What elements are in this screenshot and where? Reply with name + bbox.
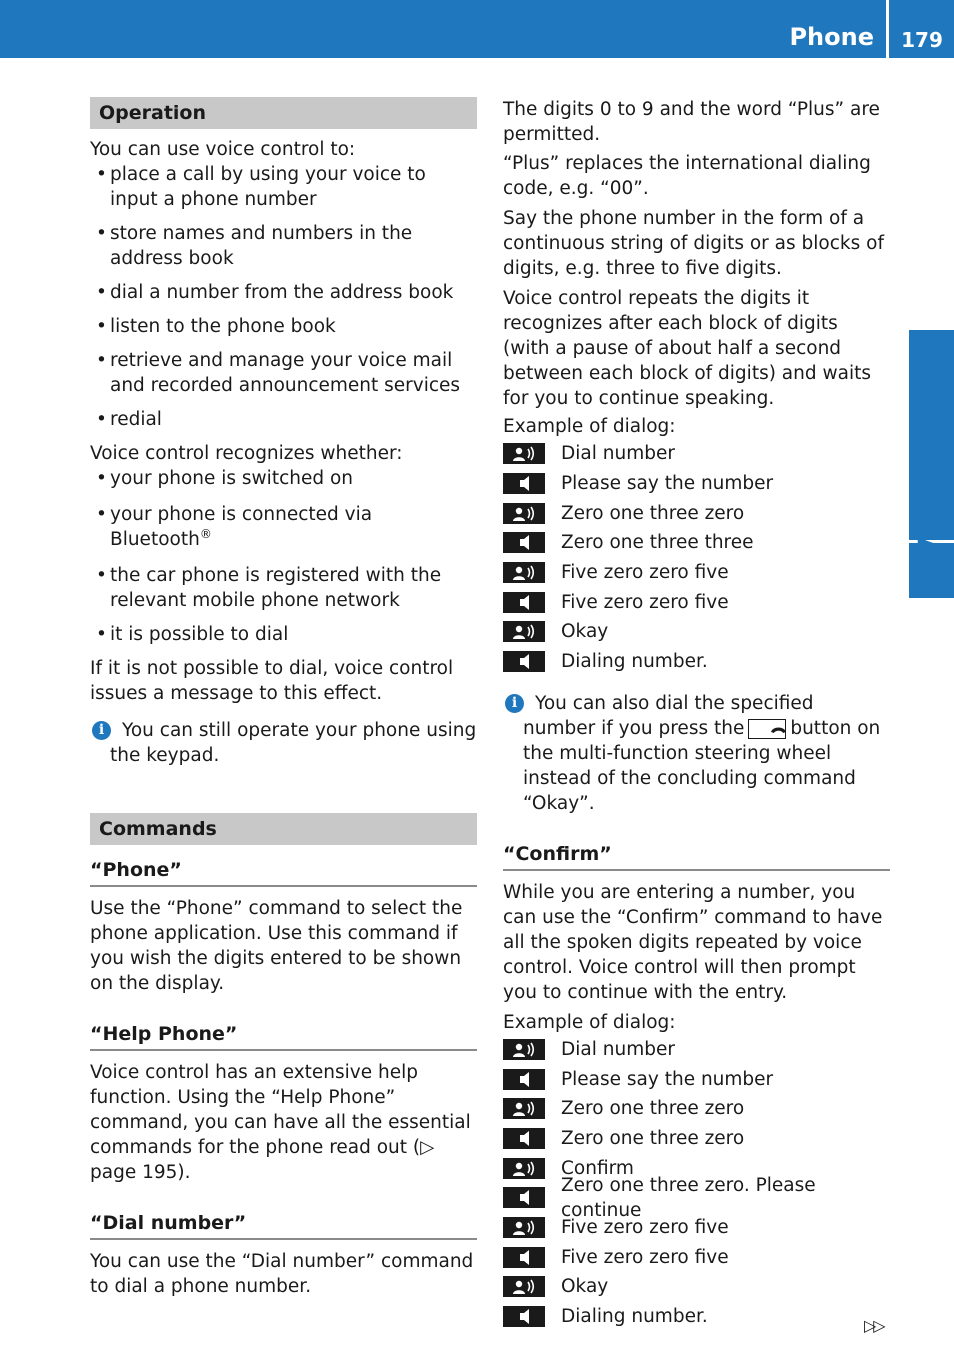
speaking-head-icon bbox=[503, 503, 545, 524]
list-item: • retrieve and manage your voice mail and recorded announcement services bbox=[90, 348, 477, 398]
dial-not-possible-text: If it is not possible to dial, voice control issues a message to this effect. bbox=[90, 658, 454, 704]
chapter-label: Voice Control bbox=[913, 335, 948, 561]
dialog-example-2 bbox=[503, 1035, 890, 1332]
loudspeaker-icon bbox=[503, 473, 545, 494]
dial-number-text: You can use the “Dial number” command to dial a phone number. bbox=[90, 1251, 474, 1297]
loudspeaker-icon bbox=[503, 1069, 545, 1090]
dialog-line bbox=[503, 528, 890, 558]
plus-text: “Plus” replaces the international dialing code, e.g. “00”. bbox=[503, 153, 871, 199]
dialog-text: Okay bbox=[561, 1276, 609, 1298]
dialog-text: Zero one three zero bbox=[561, 1127, 745, 1149]
dialog-text: Five zero zero five bbox=[561, 1216, 729, 1238]
right-column bbox=[503, 97, 890, 1331]
speaking-head-icon bbox=[503, 1039, 545, 1060]
dialog-text: Five zero zero five bbox=[561, 591, 729, 613]
dialog-line bbox=[503, 439, 890, 469]
list-item: • place a call by using your voice to input a phone number bbox=[90, 162, 477, 212]
list-item: • dial a number from the address book bbox=[90, 280, 477, 305]
dialog-line bbox=[503, 1035, 890, 1065]
section-title: Phone bbox=[789, 23, 874, 51]
example-label: Example of dialog: bbox=[503, 416, 676, 437]
dialog-text: Dialing number. bbox=[561, 1306, 708, 1328]
loudspeaker-icon bbox=[503, 592, 545, 613]
dialog-line bbox=[503, 587, 890, 617]
dialog-text: Zero one three three bbox=[561, 532, 754, 554]
dialog-text: Please say the number bbox=[561, 473, 774, 495]
dialog-text: Please say the number bbox=[561, 1068, 774, 1090]
subheading-phone: “Phone” bbox=[90, 856, 477, 887]
info-text: You can also dial the specified number if you press the button on the multi-function steering wheel instead of the concluding command “Okay”. bbox=[523, 692, 881, 814]
bluetooth-text: your phone is connected via Bluetooth bbox=[110, 504, 373, 550]
list-item: • the car phone is registered with the relevant mobile phone network bbox=[90, 563, 477, 613]
dialog-line bbox=[503, 1094, 890, 1124]
repeat-digits-text: Voice control repeats the digits it recognizes after each block of digits (with a pause of about half a second between each block of digits) and waits for you to continue speaking. bbox=[503, 288, 871, 409]
dialog-line bbox=[503, 1124, 890, 1154]
info-note-phone-key bbox=[503, 691, 890, 816]
dialog-line bbox=[503, 1272, 890, 1302]
dialog-text: Okay bbox=[561, 621, 609, 643]
loudspeaker-icon bbox=[503, 651, 545, 672]
header-divider bbox=[886, 0, 889, 58]
speaking-head-icon bbox=[503, 621, 545, 642]
phone-handset-icon bbox=[748, 719, 786, 739]
dialog-line bbox=[503, 1174, 890, 1221]
info-text: You can still operate your phone using the keypad. bbox=[110, 720, 477, 766]
say-number-text: Say the phone number in the form of a continuous string of digits or as blocks of digits, e.g. three to five digits. bbox=[503, 208, 884, 279]
header-bar bbox=[0, 0, 954, 58]
dialog-line bbox=[503, 1064, 890, 1094]
list-item bbox=[90, 502, 477, 552]
list-item: • redial bbox=[90, 407, 477, 432]
subheading-confirm: “Confirm” bbox=[503, 840, 890, 871]
info-icon: i bbox=[505, 694, 524, 713]
voice-checks-list bbox=[90, 466, 477, 647]
confirm-text: While you are entering a number, you can use the “Confirm” command to have all the spoken digits repeated by voice control. Voice control will then prompt you to continue with the entry. bbox=[503, 881, 883, 1003]
voice-uses-list bbox=[90, 162, 477, 432]
help-phone-text: Voice control has an extensive help function. Using the “Help Phone” command, you can have all the essential commands for the phone read out (▷ page 195). bbox=[90, 1062, 471, 1183]
speaking-head-icon bbox=[503, 1098, 545, 1119]
dialog-line bbox=[503, 558, 890, 588]
speaking-head-icon bbox=[503, 443, 545, 464]
dialog-text: Zero one three zero bbox=[561, 502, 745, 524]
dialog-text: Dial number bbox=[561, 1038, 675, 1060]
recognizes-intro: Voice control recognizes whether: bbox=[90, 443, 403, 464]
section-heading-operation: Operation bbox=[90, 97, 477, 129]
dialog-line bbox=[503, 617, 890, 647]
continue-mark: ▷▷ bbox=[864, 1316, 883, 1335]
page-number: 179 bbox=[901, 28, 943, 52]
dialog-text: Confirm bbox=[561, 1157, 634, 1179]
left-column bbox=[90, 97, 477, 1299]
dialog-text: Five zero zero five bbox=[561, 1246, 729, 1268]
dialog-text: Dial number bbox=[561, 443, 675, 465]
loudspeaker-icon bbox=[503, 532, 545, 553]
dialog-line bbox=[503, 647, 890, 677]
loudspeaker-icon bbox=[503, 1306, 545, 1327]
dialog-text: Zero one three zero. Please continue bbox=[561, 1174, 816, 1221]
phone-command-text: Use the “Phone” command to select the phone application. Use this command if you wish the digits entered to be shown on the display. bbox=[90, 898, 463, 994]
dialog-text: Zero one three zero bbox=[561, 1098, 745, 1120]
subheading-help-phone: “Help Phone” bbox=[90, 1020, 477, 1051]
info-note bbox=[90, 718, 477, 768]
loudspeaker-icon bbox=[503, 1128, 545, 1149]
list-item: • it is possible to dial bbox=[90, 622, 477, 647]
dialog-line bbox=[503, 1242, 890, 1272]
list-item: • listen to the phone book bbox=[90, 314, 477, 339]
info-icon: i bbox=[92, 721, 111, 740]
list-item: • store names and numbers in the address book bbox=[90, 221, 477, 271]
speaking-head-icon bbox=[503, 1276, 545, 1297]
loudspeaker-icon bbox=[503, 1247, 545, 1268]
example-label: Example of dialog: bbox=[503, 1011, 676, 1033]
dialog-line bbox=[503, 498, 890, 528]
dialog-text: Dialing number. bbox=[561, 651, 708, 673]
subheading-dial-number: “Dial number” bbox=[90, 1209, 477, 1240]
dialog-text: Five zero zero five bbox=[561, 562, 729, 584]
loudspeaker-icon bbox=[503, 1187, 545, 1208]
speaking-head-icon bbox=[503, 562, 545, 583]
dialog-line bbox=[503, 1302, 890, 1332]
speaking-head-icon bbox=[503, 1217, 545, 1238]
registered-mark: ® bbox=[199, 526, 212, 541]
digits-permitted-text: The digits 0 to 9 and the word “Plus” are permitted. bbox=[503, 99, 880, 145]
speaking-head-icon bbox=[503, 1158, 545, 1179]
dialog-example-1 bbox=[503, 439, 890, 677]
operation-intro: You can use voice control to: bbox=[90, 139, 356, 160]
list-item: • your phone is switched on bbox=[90, 466, 477, 491]
section-heading-commands: Commands bbox=[90, 813, 477, 845]
dialog-line bbox=[503, 469, 890, 499]
